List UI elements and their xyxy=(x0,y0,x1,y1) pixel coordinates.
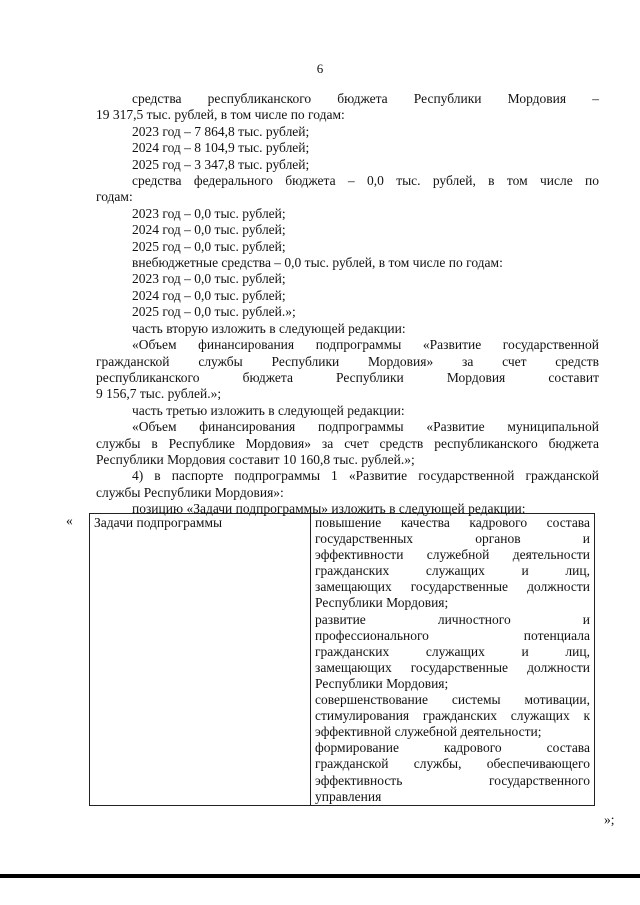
text-line: гражданской службы Республики Мордовия» за счет средств xyxy=(96,353,599,369)
text-line: 2023 год – 0,0 тыс. рублей; xyxy=(132,271,286,287)
text-line: позицию «Задачи подпрограммы» изложить в следующей редакции: xyxy=(132,501,526,517)
text-line: 2023 год – 7 864,8 тыс. рублей; xyxy=(132,123,310,139)
document-body xyxy=(96,91,599,518)
text-line: гражданских служащих и лиц, xyxy=(315,643,590,659)
text-line: службы Республики Мордовия»: xyxy=(96,484,284,500)
closing-quote: »; xyxy=(604,812,615,827)
text-line: службы в Республике Мордовия» за счет средств республиканского бюджета xyxy=(96,435,599,451)
text-line: 2024 год – 0,0 тыс. рублей; xyxy=(132,222,286,238)
text-line: 2025 год – 0,0 тыс. рублей.»; xyxy=(132,304,296,320)
text-line: профессионального потенциала xyxy=(315,627,590,643)
text-line: эффективной служебной деятельности; xyxy=(315,724,542,740)
text-line: Республики Мордовия составит 10 160,8 тыс. рублей.»; xyxy=(96,451,415,467)
position-label: Задачи подпрограммы xyxy=(90,514,311,806)
text-line: 2024 год – 8 104,9 тыс. рублей; xyxy=(132,140,310,156)
text-line: внебюджетные средства – 0,0 тыс. рублей, в том числе по годам: xyxy=(132,255,503,271)
text-line: эффективность государственного xyxy=(315,772,590,788)
page-bottom-rule xyxy=(0,874,640,878)
text-line: замещающих государственные должности xyxy=(315,579,590,595)
opening-quote: « xyxy=(66,513,73,528)
text-line: 4) в паспорте подпрограммы 1 «Развитие государственной гражданской xyxy=(132,468,599,484)
text-line: средства федерального бюджета – 0,0 тыс. рублей, в том числе по xyxy=(132,173,599,189)
text-line: республиканского бюджета Республики Мордовия составит xyxy=(96,369,599,385)
page-number: 6 xyxy=(316,61,324,76)
text-line: стимулирования гражданских служащих к xyxy=(315,708,590,724)
text-line: часть вторую изложить в следующей редакции: xyxy=(132,320,406,336)
subprogram-tasks-table xyxy=(89,513,595,806)
text-line: часть третью изложить в следующей редакции: xyxy=(132,402,405,418)
position-content xyxy=(311,514,595,806)
text-line: «Объем финансирования подпрограммы «Развитие государственной xyxy=(132,337,599,353)
table-row xyxy=(90,514,595,806)
text-line: 9 156,7 тыс. рублей.»; xyxy=(96,386,222,402)
text-line: развитие личностного и xyxy=(315,611,590,627)
text-line: Республики Мордовия; xyxy=(315,595,449,611)
text-line: гражданских служащих и лиц, xyxy=(315,563,590,579)
text-line: 2023 год – 0,0 тыс. рублей; xyxy=(132,205,286,221)
text-line: 2024 год – 0,0 тыс. рублей; xyxy=(132,287,286,303)
text-line: 2025 год – 0,0 тыс. рублей; xyxy=(132,238,286,254)
text-line: годам: xyxy=(96,189,133,205)
text-line: 19 317,5 тыс. рублей, в том числе по годам: xyxy=(96,107,345,123)
text-line: эффективности служебной деятельности xyxy=(315,547,590,563)
text-line: формирование кадрового состава xyxy=(315,740,590,756)
text-line: 2025 год – 3 347,8 тыс. рублей; xyxy=(132,156,310,172)
text-line: управления xyxy=(315,788,382,804)
text-line: «Объем финансирования подпрограммы «Развитие муниципальной xyxy=(132,419,599,435)
text-line: гражданской службы, обеспечивающего xyxy=(315,756,590,772)
text-line: повышение качества кадрового состава xyxy=(315,515,590,530)
text-line: Республики Мордовия; xyxy=(315,675,449,691)
text-line: средства республиканского бюджета Республики Мордовия – xyxy=(132,91,599,106)
text-line: государственных органов и xyxy=(315,531,590,547)
text-line: замещающих государственные должности xyxy=(315,659,590,675)
text-line: совершенствование системы мотивации, xyxy=(315,692,590,708)
